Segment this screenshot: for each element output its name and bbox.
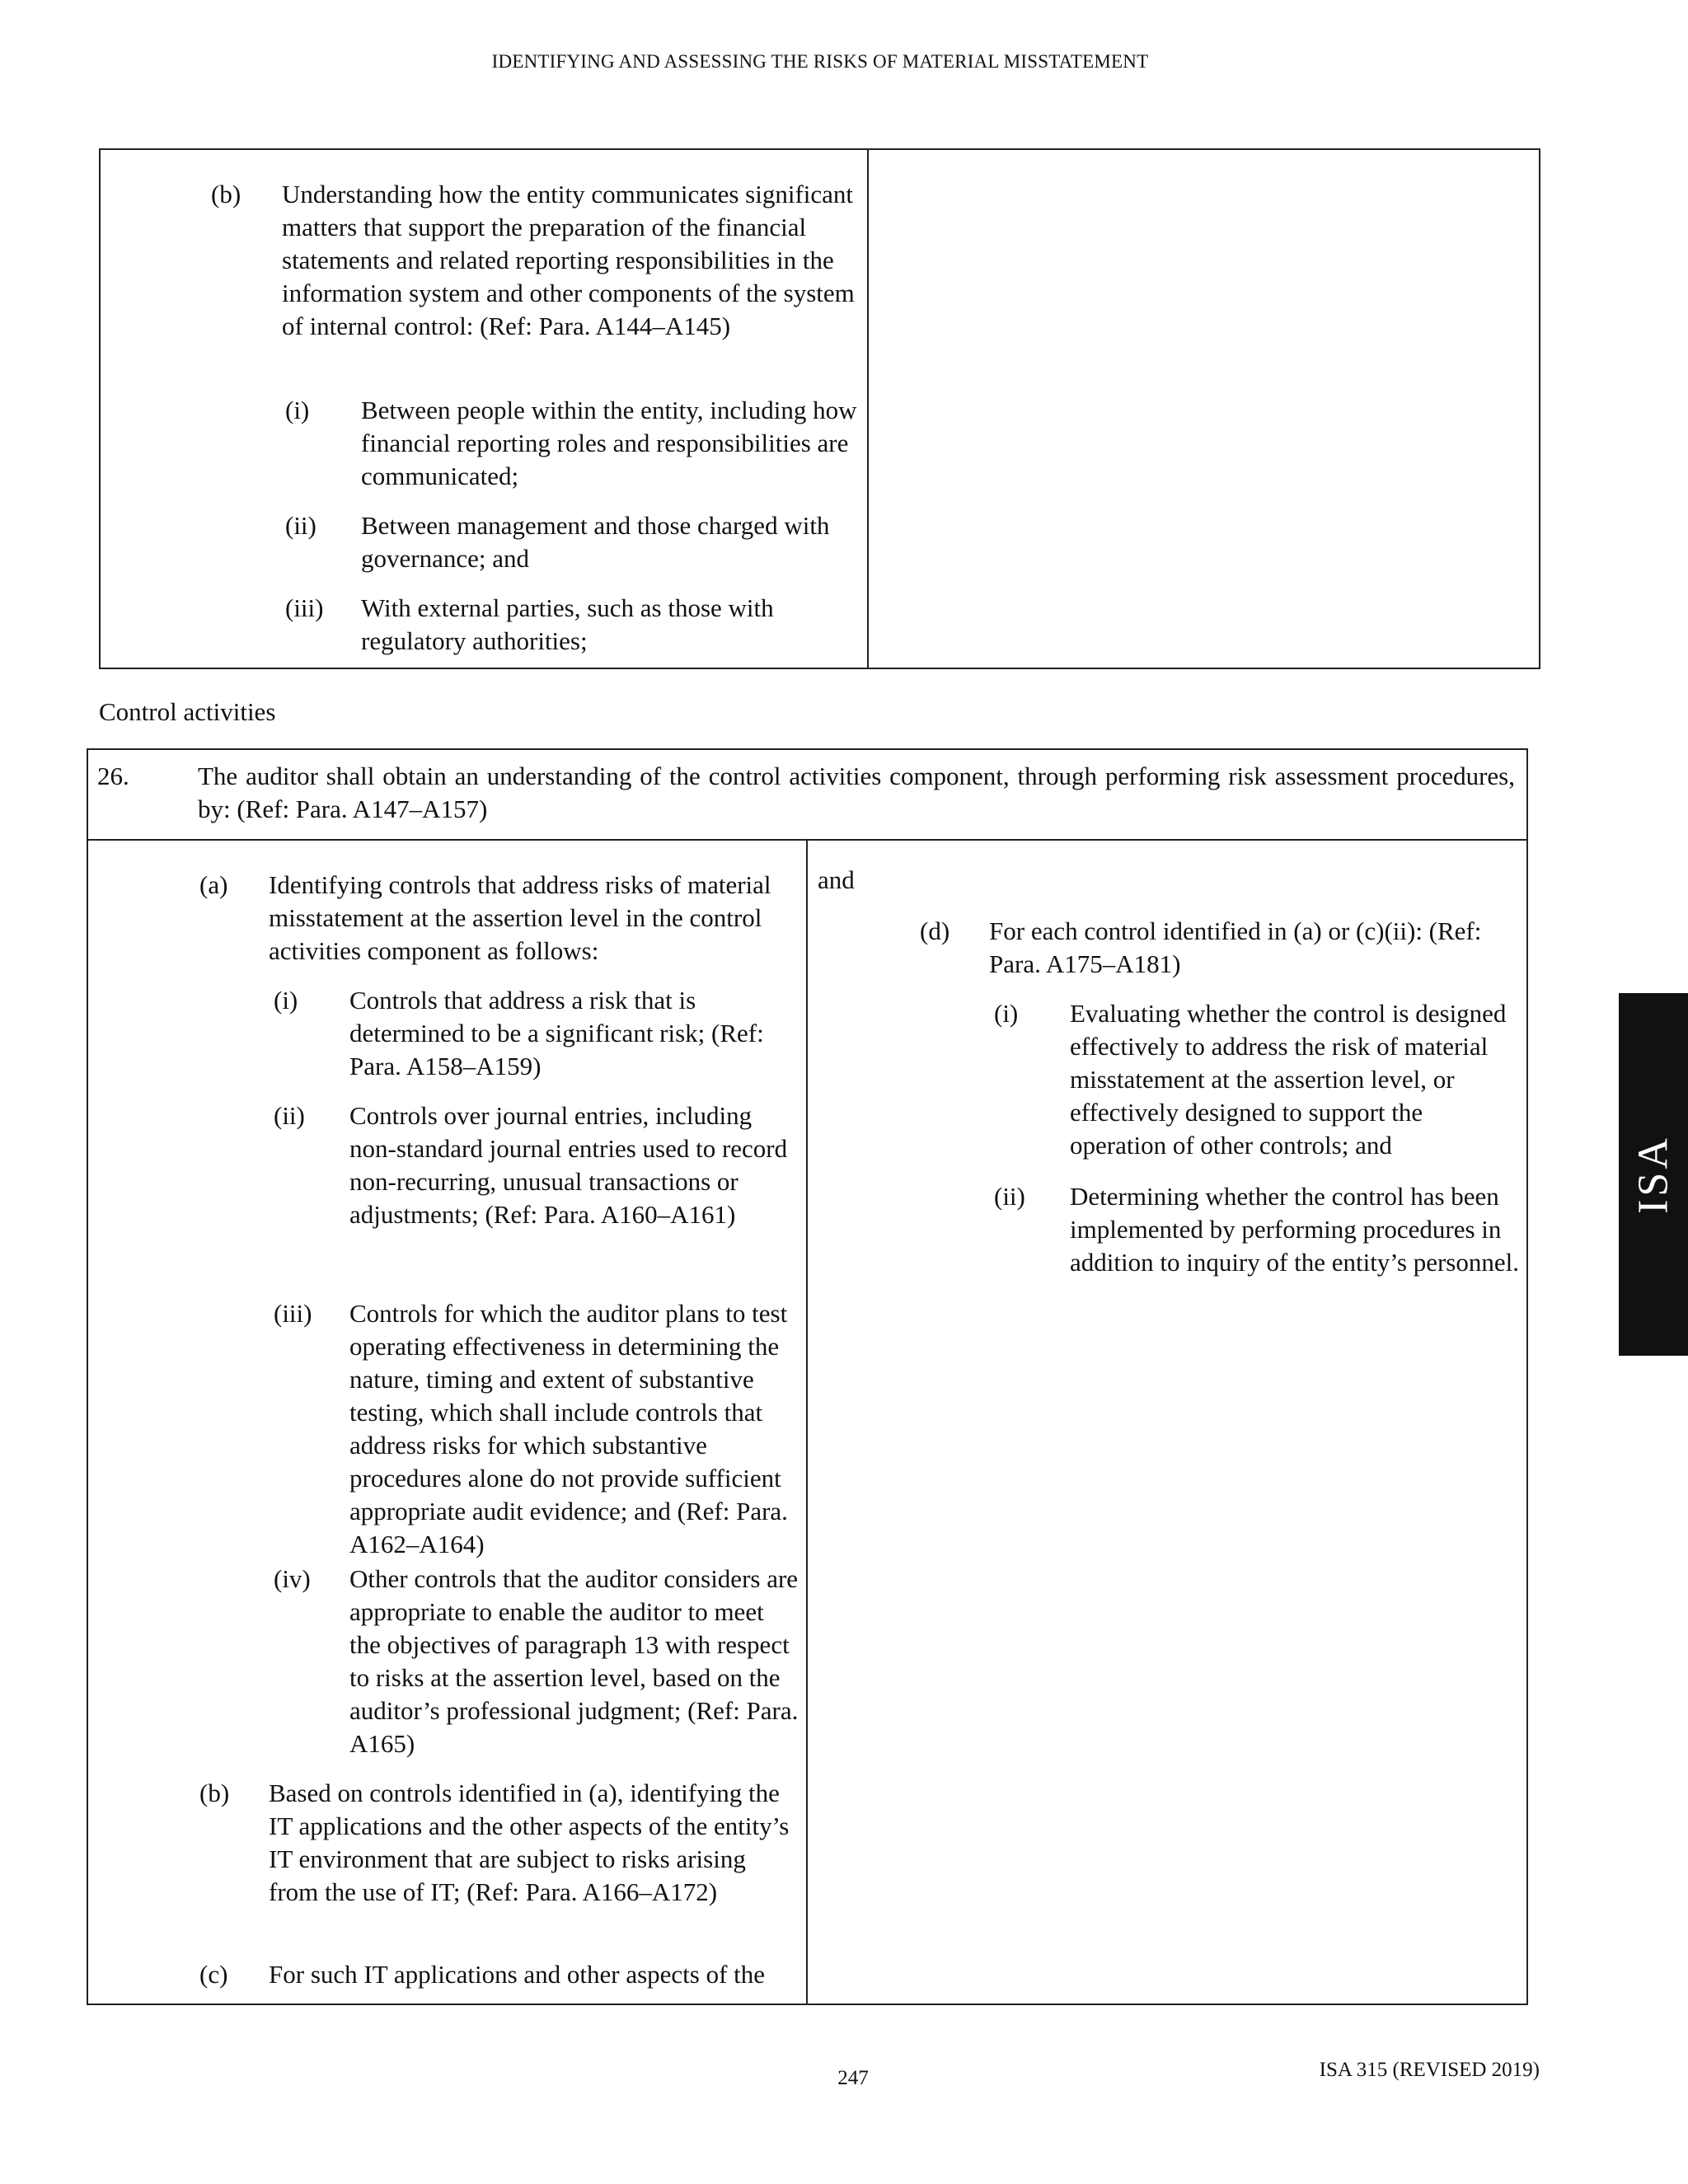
subitem-label: (i) [994,999,1019,1028]
subitem-label: (ii) [274,1101,305,1130]
section-heading: Control activities [99,697,276,726]
item-text: For each control identified in (a) or (c)(ii): (Ref: Para. A175–A181) [989,916,1482,978]
running-header: IDENTIFYING AND ASSESSING THE RISKS OF MATERIAL MISSTATEMENT [491,51,1149,72]
subitem-label: (ii) [994,1182,1025,1211]
standard-reference: ISA 315 (REVISED 2019) [1319,2059,1540,2081]
subitem-text: Controls over journal entries, including non-standard journal entries used to record non-recurring, unusual transactions or adjustments; (Ref: Para. A160–A161) [349,1101,788,1229]
table-column-divider [806,839,808,2005]
item-text: For such IT applications and other aspects of the [269,1960,766,1989]
item-text: Understanding how the entity communicates significant matters that support the preparation of the financial statements and related reporting responsibilities in the information system and other components of the system of internal control: (Ref: Para. A144–A145) [282,180,855,340]
page-number: 247 [837,2067,869,2089]
item-label: (b) [199,1779,230,1807]
subitem-label: (ii) [285,511,316,540]
item-label: (b) [211,180,241,209]
item-label: (c) [199,1960,228,1989]
subitem-text: Other controls that the auditor considers are appropriate to enable the auditor to meet the objectives of paragraph 13 with respect to risks at the assertion level, based on the auditor’s professional judgment; (Ref: Para. A165) [349,1564,799,1758]
subitem-text: Between management and those charged with governance; and [361,511,830,573]
paragraph-text: The auditor shall obtain an understanding of the control activities component, through performing risk assessment procedures, by: (Ref: Para. A147–A157) [198,762,1515,823]
item-label: (a) [199,870,228,899]
subitem-text: With external parties, such as those with regulatory authorities; [361,593,774,655]
subitem-label: (i) [274,986,298,1015]
subitem-label: (iv) [274,1564,311,1593]
subitem-text: Determining whether the control has been implemented by performing procedures in addition to inquiry of the entity’s personnel. [1070,1182,1519,1277]
subitem-text: Between people within the entity, including how financial reporting roles and responsibilities are communicated; [361,396,857,490]
side-tab-label: ISA [1629,1135,1677,1214]
subitem-label: (i) [285,396,310,424]
subitem-text: Controls for which the auditor plans to test operating effectiveness in determining the nature, timing and extent of substantive testing, which shall include controls that address risks for which substantive procedures alone do not provide sufficient appropriate audit evidence; and (Ref: Para. A162–A164) [349,1299,788,1558]
item-text: Based on controls identified in (a), identifying the IT applications and the other aspects of the entity’s IT environment that are subject to risks arising from the use of IT; (Ref: Para. A166–A172) [269,1779,790,1906]
paragraph-number: 26. [97,762,129,790]
subitem-label: (iii) [274,1299,312,1328]
continuation-text: and [818,865,855,894]
isa-side-tab [1619,993,1688,1356]
table-column-divider [867,148,869,669]
subitem-text: Evaluating whether the control is designed effectively to address the risk of material misstatement at the assertion level, or effectively designed to support the operation of other controls; and [1070,999,1507,1160]
item-label: (d) [920,916,950,945]
subitem-text: Controls that address a risk that is determined to be a significant risk; (Ref: Para. A158–A159) [349,986,764,1080]
item-text: Identifying controls that address risks of material misstatement at the assertion level in the control activities component as follows: [269,870,771,965]
subitem-label: (iii) [285,593,324,622]
